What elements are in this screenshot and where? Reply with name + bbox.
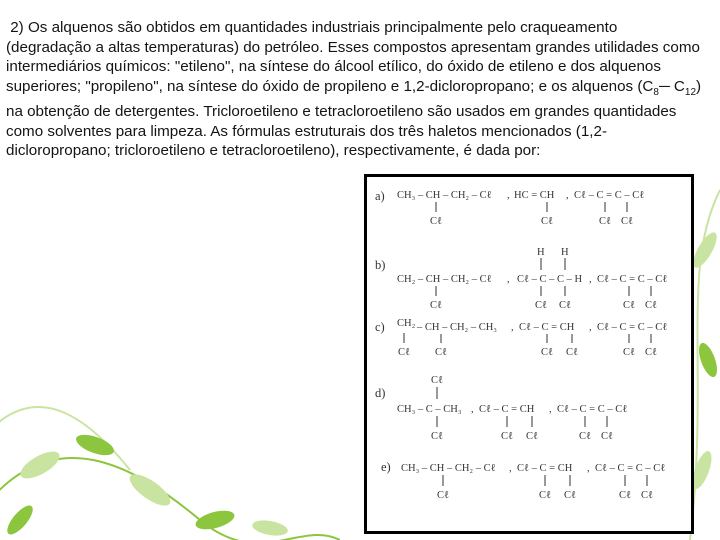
option-a-cl: Cℓ — [430, 216, 443, 227]
option-a-label: a) — [375, 189, 385, 203]
option-e-formula-1: CH₃ – CH – CH₂ – Cℓ — [401, 463, 496, 474]
svg-text:Cℓ: Cℓ — [431, 375, 444, 386]
question-intro: 2) Os alquenos são obtidos em quantidades industriais principalmente pelo craqueamento (degradação a altas temperaturas) do petróleo. Esses compostos apresentam grandes utilidades como intermediários químicos: "etileno", na síntese do álcool etílico, do óxido de etileno e dos alquenos superiores; "propileno", na síntese do óxido de propileno e 1,2-dicloropropano; e os alquenos (C — [6, 19, 705, 95]
svg-text:,: , — [509, 463, 512, 474]
svg-text:Cℓ: Cℓ — [601, 431, 614, 442]
carbon-subscript-12: 12 — [684, 86, 697, 98]
svg-text:Cℓ: Cℓ — [398, 347, 411, 358]
svg-text:Cℓ: Cℓ — [645, 347, 658, 358]
question-text — [6, 18, 706, 161]
option-d-formula-2: Cℓ – C = CH — [479, 404, 535, 415]
svg-text:Cℓ: Cℓ — [437, 490, 450, 501]
svg-text:,: , — [507, 190, 510, 201]
svg-text:Cℓ: Cℓ — [619, 490, 632, 501]
svg-text:,: , — [507, 274, 510, 285]
option-d-formula-3: Cℓ – C = C – Cℓ — [557, 404, 628, 415]
answer-options-panel — [364, 174, 694, 534]
option-a-formula-3: Cℓ – C = C – Cℓ — [574, 190, 645, 201]
svg-text:Cℓ: Cℓ — [559, 300, 572, 311]
option-c[interactable] — [375, 318, 667, 358]
carbon-subscript-8: 8 — [653, 86, 659, 98]
svg-text:H: H — [561, 247, 569, 258]
option-b-formula-1: CH₂ – CH – CH₂ – Cℓ — [397, 274, 492, 285]
question-outro: ) na obtenção de detergentes. Tricloroetileno e tetracloroetileno são usados em grandes quantidades como solventes para limpeza. As fórmulas estruturais dos três haletos mencionados (1,2-dicloropropano; tricloroetileno e tetracloroetileno), respectivamente, é dada por: — [6, 77, 706, 160]
option-d[interactable] — [375, 375, 627, 442]
option-d-label: d) — [375, 386, 386, 400]
option-c-formula-1: – CH – CH₂ – CH₃ — [417, 322, 497, 333]
svg-text:CH₂: CH₂ — [397, 318, 416, 329]
svg-text:,: , — [589, 322, 592, 333]
option-b[interactable] — [375, 247, 667, 311]
option-a[interactable] — [375, 189, 644, 227]
svg-text:Cℓ: Cℓ — [526, 431, 539, 442]
option-a-formula-2: HC = CH — [514, 190, 555, 201]
svg-text:Cℓ: Cℓ — [435, 347, 448, 358]
svg-text:Cℓ: Cℓ — [541, 216, 554, 227]
svg-text:Cℓ: Cℓ — [566, 347, 579, 358]
option-d-formula-1: CH₃ – C – CH₃ — [397, 404, 462, 415]
svg-text:,: , — [471, 404, 474, 415]
svg-text:,: , — [587, 463, 590, 474]
option-b-formula-3: Cℓ – C = C – Cℓ — [597, 274, 668, 285]
svg-text:Cℓ: Cℓ — [541, 347, 554, 358]
option-c-formula-3: Cℓ – C = C – Cℓ — [597, 322, 668, 333]
svg-text:Cℓ: Cℓ — [623, 300, 636, 311]
svg-text:Cℓ: Cℓ — [535, 300, 548, 311]
svg-text:Cℓ: Cℓ — [539, 490, 552, 501]
svg-text:Cℓ: Cℓ — [623, 347, 636, 358]
svg-text:Cℓ: Cℓ — [564, 490, 577, 501]
svg-text:,: , — [549, 404, 552, 415]
structural-formulas — [367, 177, 691, 531]
svg-text:Cℓ: Cℓ — [641, 490, 654, 501]
svg-text:H: H — [537, 247, 545, 258]
carbon-range-dash: ─ C — [658, 77, 685, 95]
option-c-formula-2: Cℓ – C = CH — [519, 322, 575, 333]
svg-text:,: , — [566, 190, 569, 201]
svg-text:Cℓ: Cℓ — [431, 431, 444, 442]
svg-text:Cℓ: Cℓ — [501, 431, 514, 442]
svg-text:Cℓ: Cℓ — [599, 216, 612, 227]
option-a-formula-1: CH₃ – CH – CH₂ – Cℓ — [397, 190, 492, 201]
svg-text:Cℓ: Cℓ — [621, 216, 634, 227]
svg-text:,: , — [511, 322, 514, 333]
svg-text:Cℓ: Cℓ — [645, 300, 658, 311]
option-e[interactable] — [381, 460, 665, 501]
svg-text:Cℓ: Cℓ — [430, 300, 443, 311]
option-e-formula-2: Cℓ – C = CH — [517, 463, 573, 474]
option-e-formula-3: Cℓ – C = C – Cℓ — [595, 463, 666, 474]
svg-text:,: , — [589, 274, 592, 285]
option-e-label: e) — [381, 460, 391, 474]
option-b-formula-2: Cℓ – C – C – H — [517, 274, 583, 285]
svg-text:Cℓ: Cℓ — [579, 431, 592, 442]
option-c-label: c) — [375, 320, 385, 334]
option-b-label: b) — [375, 258, 386, 272]
